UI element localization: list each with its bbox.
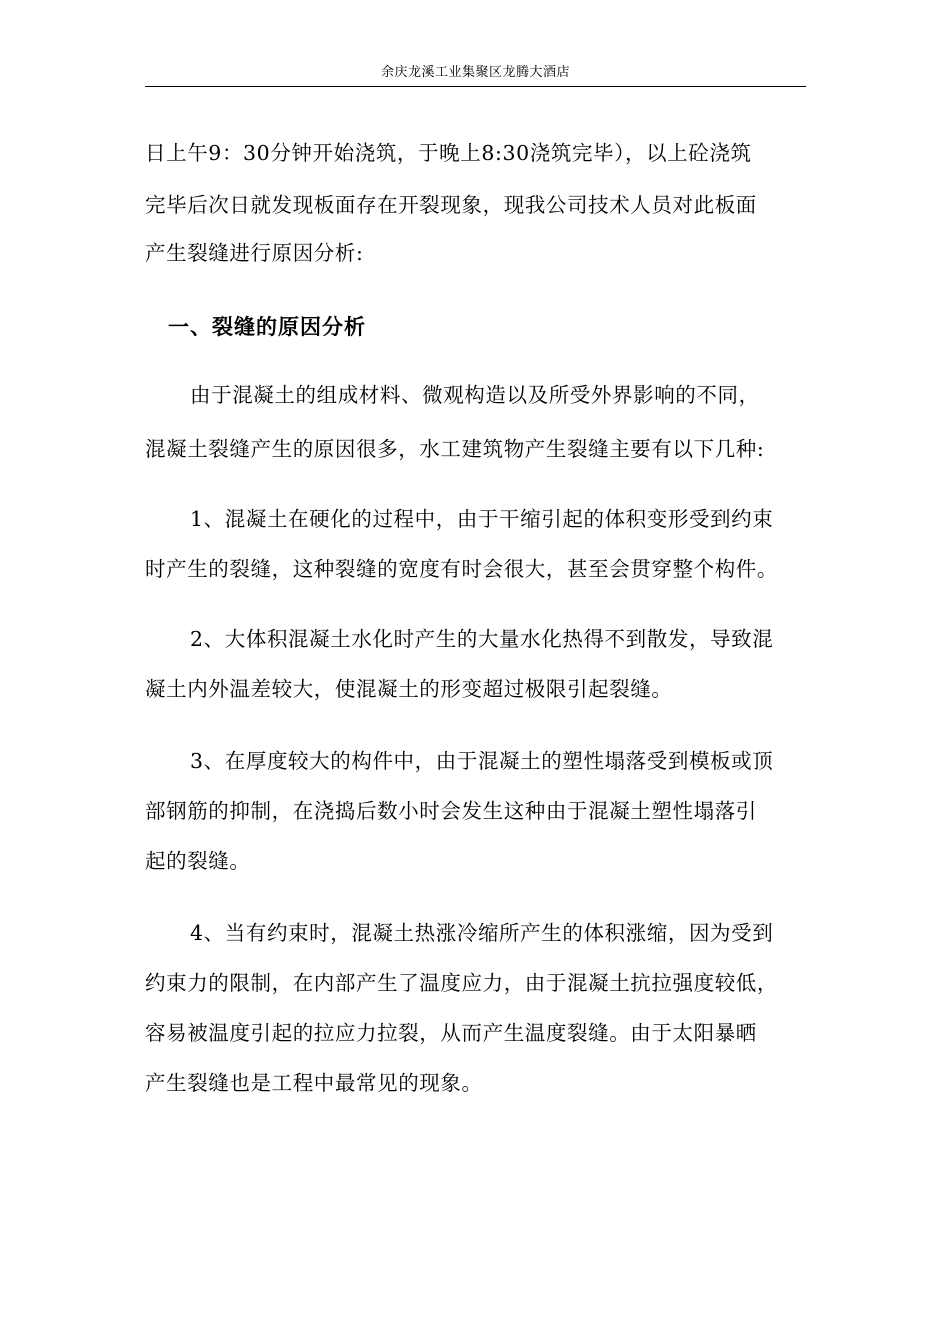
section-heading: 一、裂缝的原因分析 xyxy=(168,315,366,339)
intro-line-1: 日上午9：30分钟开始浇筑，于晚上8:30浇筑完毕），以上砼浇筑 xyxy=(145,141,752,165)
item3-line-1: 3、在厚度较大的构件中，由于混凝土的塑性塌落受到模板或顶 xyxy=(190,749,774,773)
item1-line-2: 时产生的裂缝，这种裂缝的宽度有时会很大，甚至会贯穿整个构件。 xyxy=(145,557,778,581)
item3-line-3: 起的裂缝。 xyxy=(145,849,251,873)
item4-line-4: 产生裂缝也是工程中最常见的现象。 xyxy=(145,1071,483,1095)
intro-line-2: 完毕后次日就发现板面存在开裂现象，现我公司技术人员对此板面 xyxy=(145,193,757,217)
item2-line-1: 2、大体积混凝土水化时产生的大量水化热得不到散发，导致混 xyxy=(190,627,774,651)
main-para-line-1: 由于混凝土的组成材料、微观构造以及所受外界影响的不同， xyxy=(190,383,760,407)
main-para-line-2: 混凝土裂缝产生的原因很多，水工建筑物产生裂缝主要有以下几种: xyxy=(145,437,765,461)
header-title: 余庆龙溪工业集聚区龙腾大酒店 xyxy=(380,65,570,80)
item1-line-1: 1、混凝土在硬化的过程中，由于干缩引起的体积变形受到约束 xyxy=(190,507,774,531)
item3-line-2: 部钢筋的抑制，在浇捣后数小时会发生这种由于混凝土塑性塌落引 xyxy=(145,799,757,823)
item2-line-2: 凝土内外温差较大，使混凝土的形变超过极限引起裂缝。 xyxy=(145,677,673,701)
item4-line-3: 容易被温度引起的拉应力拉裂，从而产生温度裂缝。由于太阳暴晒 xyxy=(145,1021,757,1045)
intro-line-3: 产生裂缝进行原因分析: xyxy=(145,241,364,265)
page-header xyxy=(145,62,806,87)
item4-line-1: 4、当有约束时，混凝土热涨冷缩所产生的体积涨缩，因为受到 xyxy=(190,921,774,945)
item4-line-2: 约束力的限制，在内部产生了温度应力，由于混凝土抗拉强度较低， xyxy=(145,971,778,995)
